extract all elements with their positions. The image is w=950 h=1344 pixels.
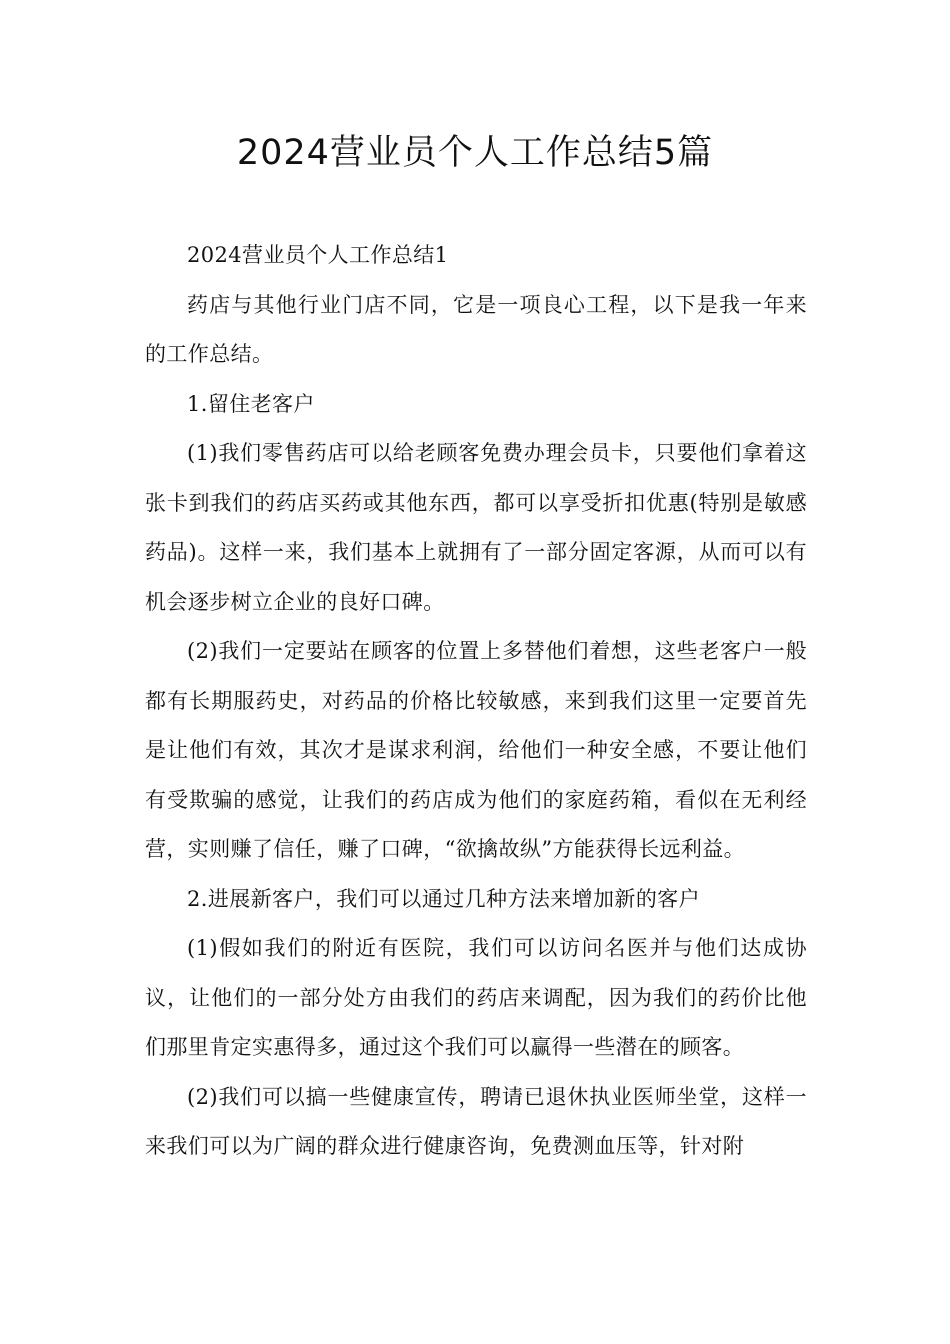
subheading-new-customers: 2.进展新客户，我们可以通过几种方法来增加新的客户 [187,886,701,911]
document-title: 2024营业员个人工作总结5篇 [236,133,714,173]
paragraph: (2)我们一定要站在顾客的位置上多替他们着想，这些老客户一般都有长期服药史，对药品的价格比较敏感，来到我们这里一定要首先是让他们有效，其次才是谋求利润，给他们一种安全感，不要让他们有受欺骗的感觉，让我们的药店成为他们的家庭药箱，看似在无利经营，实则赚了信任，赚了口碑，“欲擒故纵”方能获得长远利益。 [145,639,807,861]
document-body [145,231,807,1172]
paragraph: (1)假如我们的附近有医院，我们可以访问名医并与他们达成协议，让他们的一部分处方由我们的药店来调配，因为我们的药价比他们那里肯定实惠得多，通过这个我们可以赢得一些潜在的顾客。 [145,936,807,1059]
paragraph: (2)我们可以搞一些健康宣传，聘请已退休执业医师坐堂，这样一来我们可以为广阔的群众进行健康咨询，免费测血压等，针对附 [145,1084,807,1158]
paragraph: 药店与其他行业门店不同，它是一项良心工程，以下是我一年来的工作总结。 [145,292,807,366]
section-heading: 2024营业员个人工作总结1 [187,243,449,267]
subheading-retain-customers: 1.留住老客户 [187,391,315,416]
paragraph: (1)我们零售药店可以给老顾客免费办理会员卡，只要他们拿着这张卡到我们的药店买药或其他东西，都可以享受折扣优惠(特别是敏感药品)。这样一来，我们基本上就拥有了一部分固定客源，从而可以有机会逐步树立企业的良好口碑。 [145,441,807,614]
